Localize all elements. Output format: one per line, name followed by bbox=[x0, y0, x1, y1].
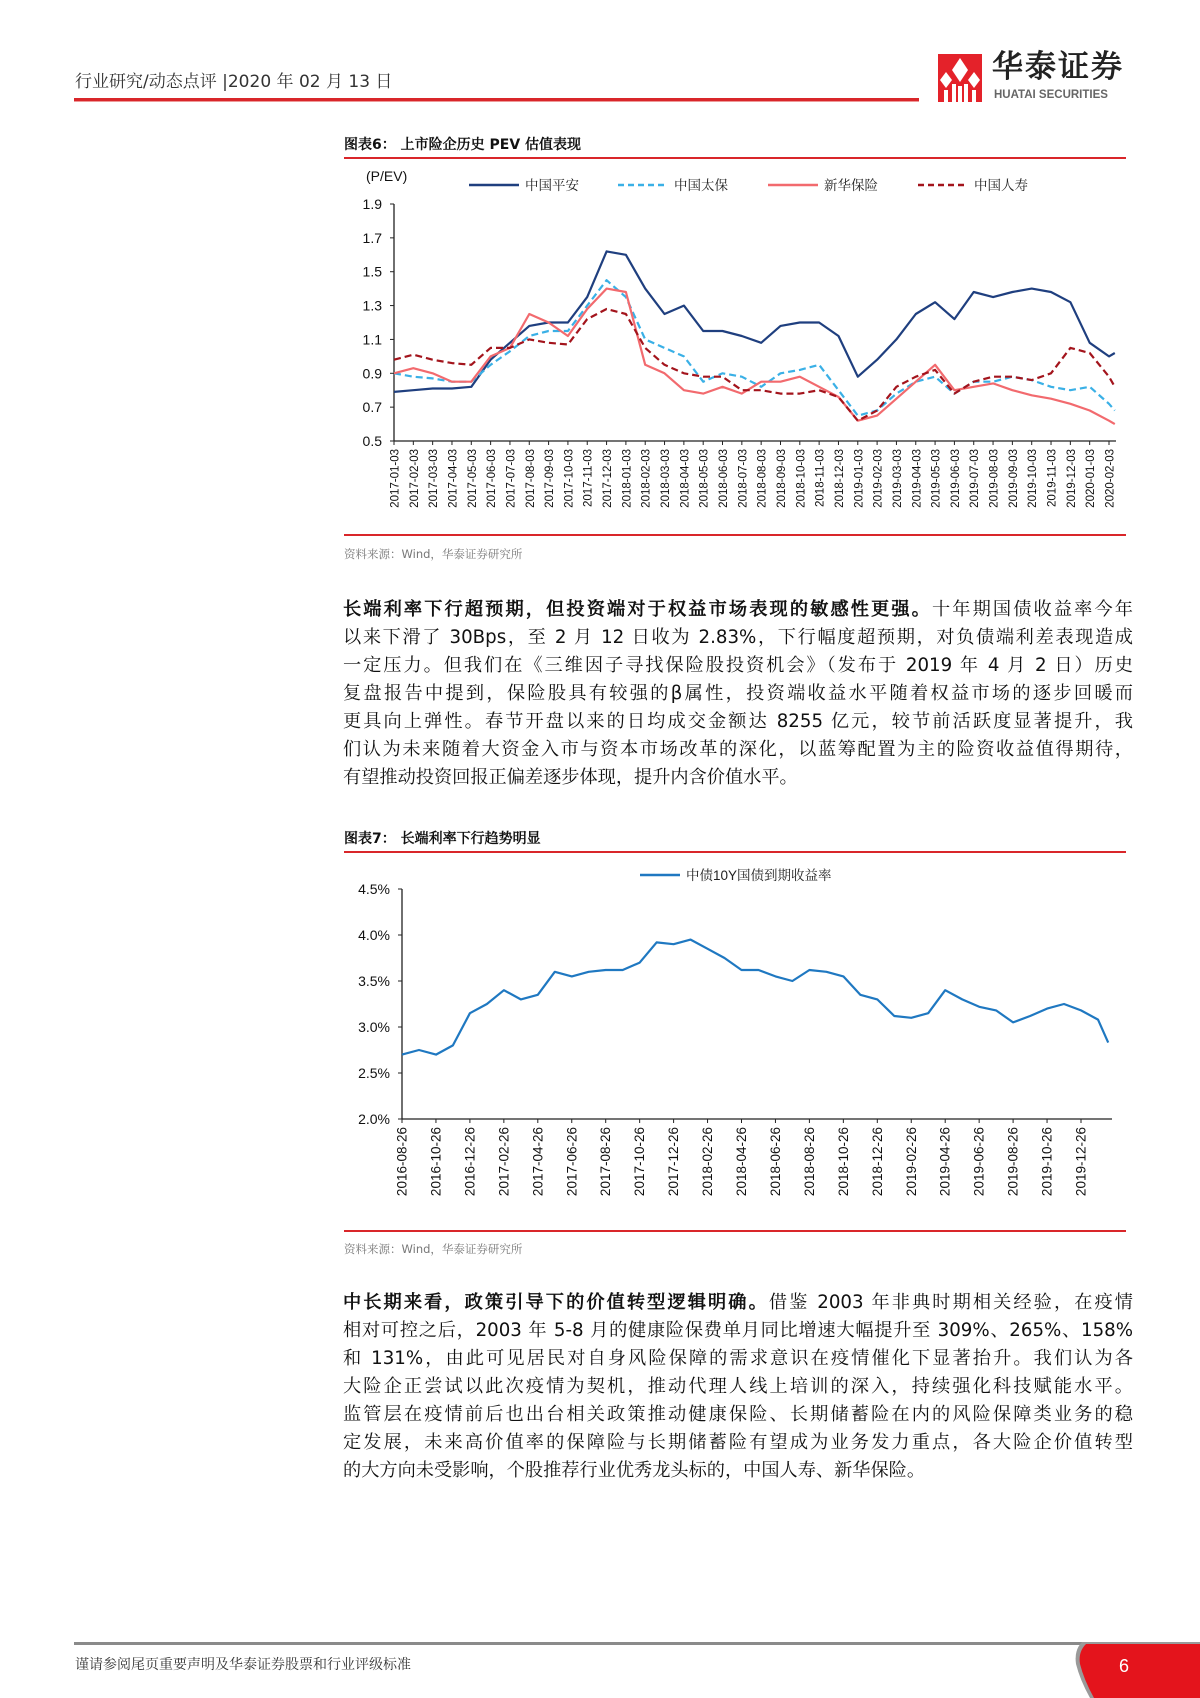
x-tick-label: 2018-06-03 bbox=[718, 449, 731, 508]
y-tick-label: 0.9 bbox=[362, 365, 382, 382]
x-tick-label: 2017-04-03 bbox=[447, 449, 460, 508]
paragraph-line bbox=[343, 1401, 1133, 1429]
paragraph-line bbox=[343, 1373, 1133, 1401]
x-tick-label: 2016-12-26 bbox=[462, 1127, 478, 1197]
figure7-source: 资料来源：Wind，华泰证券研究所 bbox=[344, 1242, 523, 1256]
x-tick-label: 2018-05-03 bbox=[698, 449, 711, 508]
x-tick-label: 2019-09-03 bbox=[1007, 449, 1020, 508]
x-tick-label: 2018-08-03 bbox=[756, 449, 769, 508]
paragraph-line bbox=[343, 764, 1133, 792]
x-tick-label: 2019-06-26 bbox=[971, 1127, 987, 1197]
page-number: 6 bbox=[1118, 1656, 1129, 1676]
x-tick-label: 2019-04-03 bbox=[911, 449, 924, 508]
x-tick-label: 2019-10-26 bbox=[1039, 1127, 1055, 1197]
x-tick-label: 2018-12-03 bbox=[833, 449, 846, 508]
report-header bbox=[75, 71, 392, 93]
paragraph-text: 一定压力。但我们在《三维因子寻找保险股投资机会》（发布于 2019 年 4 月 2 日）历史 bbox=[343, 655, 1133, 676]
y-tick-label: 4.5% bbox=[358, 881, 390, 897]
report-category: 行业研究/动态点评 bbox=[75, 72, 217, 92]
paragraph-text: 十年期国债收益率今年 bbox=[932, 599, 1133, 620]
series-line-0 bbox=[402, 940, 1108, 1055]
huatai-logo-icon bbox=[938, 54, 982, 102]
x-tick-label: 2019-02-26 bbox=[903, 1127, 919, 1197]
footer-divider bbox=[74, 1642, 1084, 1645]
y-tick-label: 1.1 bbox=[362, 331, 382, 348]
y-tick-label: 0.5 bbox=[362, 433, 382, 449]
x-tick-label: 2017-12-03 bbox=[602, 449, 615, 508]
paragraph-line bbox=[343, 680, 1133, 708]
y-tick-label: 3.0% bbox=[358, 1019, 390, 1035]
x-tick-label: 2018-02-26 bbox=[700, 1127, 716, 1197]
paragraph-lead: 长端利率下行超预期，但投资端对于权益市场表现的敏感性更强。 bbox=[343, 599, 932, 620]
x-tick-label: 2019-01-03 bbox=[853, 449, 866, 508]
header-divider bbox=[74, 98, 919, 101]
x-tick-label: 2019-04-26 bbox=[937, 1127, 953, 1197]
x-tick-label: 2019-02-03 bbox=[872, 449, 885, 508]
y-tick-label: 2.5% bbox=[358, 1065, 390, 1081]
logo-text-cn: 华泰证券 bbox=[992, 49, 1124, 85]
x-tick-label: 2017-06-26 bbox=[564, 1127, 580, 1197]
y-tick-label: 2.0% bbox=[358, 1111, 390, 1127]
x-tick-label: 2018-09-03 bbox=[775, 449, 788, 508]
paragraph-text: 监管层在疫情前后也出台相关政策推动健康保险、长期储蓄险在内的风险保障类业务的稳 bbox=[343, 1404, 1133, 1425]
paragraph-text: 以来下滑了 30Bps，至 2 月 12 日收为 2.83%，下行幅度超预期，对负债端利差表现造成 bbox=[343, 627, 1133, 648]
x-tick-label: 2018-11-03 bbox=[814, 449, 827, 507]
x-tick-label: 2017-11-03 bbox=[582, 449, 595, 507]
y-tick-label: 1.5 bbox=[362, 263, 382, 280]
series-line-0 bbox=[394, 251, 1115, 392]
x-tick-label: 2017-06-03 bbox=[486, 449, 499, 508]
paragraph-line bbox=[343, 1345, 1133, 1373]
x-tick-label: 2019-10-03 bbox=[1027, 449, 1040, 508]
legend-label: 中债10Y国债到期收益率 bbox=[686, 868, 832, 883]
x-tick-label: 2017-02-03 bbox=[408, 449, 421, 508]
figure7-bottom-rule bbox=[344, 1230, 1126, 1232]
x-tick-label: 2018-01-03 bbox=[621, 449, 634, 508]
paragraph-text: 们认为未来随着大资金入市与资本市场改革的深化，以蓝筹配置为主的险资收益值得期待， bbox=[343, 739, 1133, 760]
paragraph-line bbox=[343, 624, 1133, 652]
x-tick-label: 2018-07-03 bbox=[737, 449, 750, 508]
figure7-top-rule bbox=[344, 851, 1126, 853]
paragraph-text: 和 131%，由此可见居民对自身风险保障的需求意识在疫情催化下显著抬升。我们认为各 bbox=[343, 1348, 1133, 1369]
paragraph-line bbox=[343, 708, 1133, 736]
series-line-3 bbox=[394, 309, 1115, 421]
bond-yield-chart bbox=[330, 860, 1140, 1228]
y-tick-label: 0.7 bbox=[362, 399, 382, 416]
paragraph-text: 更具向上弹性。春节开盘以来的日均成交金额达 8255 亿元，较节前活跃度显著提升，我 bbox=[343, 711, 1133, 732]
y-tick-label: 4.0% bbox=[358, 927, 390, 943]
x-tick-label: 2018-12-26 bbox=[869, 1127, 885, 1197]
logo-text-en: HUATAI SECURITIES bbox=[994, 89, 1108, 101]
paragraph-text: 有望推动投资回报正偏差逐步体现，提升内含价值水平。 bbox=[343, 767, 798, 788]
x-tick-label: 2019-05-03 bbox=[930, 449, 943, 508]
paragraph-line bbox=[343, 1289, 1133, 1317]
report-date: |2020 年 02 月 13 日 bbox=[222, 72, 393, 92]
paragraph-text: 定发展，未来高价值率的保障险与长期储蓄险有望成为业务发力重点，各大险企价值转型 bbox=[343, 1432, 1133, 1453]
x-tick-label: 2017-10-26 bbox=[632, 1127, 648, 1197]
x-tick-label: 2017-03-03 bbox=[428, 449, 441, 508]
paragraph-line bbox=[343, 596, 1133, 624]
x-tick-label: 2018-03-03 bbox=[660, 449, 673, 508]
x-tick-label: 2017-09-03 bbox=[544, 449, 557, 508]
y-axis-label: (P/EV) bbox=[366, 168, 408, 184]
legend-label: 中国平安 bbox=[525, 178, 579, 193]
x-tick-label: 2018-10-03 bbox=[795, 449, 808, 508]
figure6-title: 图表6： 上市险企历史 PEV 估值表现 bbox=[344, 137, 582, 153]
paragraph-text: 复盘报告中提到，保险股具有较强的β属性，投资端收益水平随着权益市场的逐步回暖而 bbox=[343, 683, 1133, 704]
x-tick-label: 2019-08-26 bbox=[1005, 1127, 1021, 1197]
series-line-2 bbox=[394, 289, 1115, 425]
x-tick-label: 2017-07-03 bbox=[505, 449, 518, 508]
paragraph-line bbox=[343, 736, 1133, 764]
x-tick-label: 2019-07-03 bbox=[969, 449, 982, 508]
x-tick-label: 2018-10-26 bbox=[835, 1127, 851, 1197]
pev-chart bbox=[330, 160, 1140, 535]
legend-label: 中国人寿 bbox=[974, 178, 1028, 193]
paragraph-text: 借鉴 2003 年非典时期相关经验，在疫情 bbox=[768, 1292, 1133, 1313]
x-tick-label: 2019-11-03 bbox=[1046, 449, 1059, 507]
paragraph-text: 相对可控之后，2003 年 5-8 月的健康险保费单月同比增速大幅提升至 309%、265%、158% bbox=[343, 1320, 1133, 1341]
y-tick-label: 1.9 bbox=[362, 196, 382, 212]
x-tick-label: 2017-02-26 bbox=[496, 1127, 512, 1197]
paragraph-line bbox=[343, 1429, 1133, 1457]
x-tick-label: 2019-12-26 bbox=[1073, 1127, 1089, 1197]
x-tick-label: 2017-12-26 bbox=[666, 1127, 682, 1197]
x-tick-label: 2020-02-03 bbox=[1104, 449, 1117, 508]
x-tick-label: 2018-08-26 bbox=[801, 1127, 817, 1197]
paragraph-line bbox=[343, 652, 1133, 680]
figure6-top-rule bbox=[344, 157, 1126, 159]
figure6-bottom-rule bbox=[344, 534, 1126, 536]
paragraph-lead: 中长期来看，政策引导下的价值转型逻辑明确。 bbox=[343, 1292, 769, 1313]
legend-label: 中国太保 bbox=[674, 178, 728, 193]
paragraph-text: 的大方向未受影响，个股推荐行业优秀龙头标的，中国人寿、新华保险。 bbox=[343, 1460, 926, 1481]
legend-label: 新华保险 bbox=[824, 178, 878, 193]
figure6-source: 资料来源：Wind，华泰证券研究所 bbox=[344, 547, 523, 561]
paragraph-line bbox=[343, 1457, 1133, 1485]
x-tick-label: 2017-01-03 bbox=[389, 449, 402, 508]
x-tick-label: 2019-12-03 bbox=[1065, 449, 1078, 508]
x-tick-label: 2019-03-03 bbox=[891, 449, 904, 508]
x-tick-label: 2017-10-03 bbox=[563, 449, 576, 508]
x-tick-label: 2018-06-26 bbox=[767, 1127, 783, 1197]
x-tick-label: 2019-08-03 bbox=[988, 449, 1001, 508]
x-tick-label: 2016-10-26 bbox=[428, 1127, 444, 1197]
figure7-title: 图表7： 长端利率下行趋势明显 bbox=[344, 831, 541, 847]
y-tick-label: 1.3 bbox=[362, 297, 382, 314]
x-tick-label: 2017-05-03 bbox=[466, 449, 479, 508]
x-tick-label: 2019-06-03 bbox=[949, 449, 962, 508]
x-tick-label: 2018-04-26 bbox=[734, 1127, 749, 1197]
x-tick-label: 2018-04-03 bbox=[679, 449, 692, 508]
x-tick-label: 2017-08-03 bbox=[524, 449, 537, 508]
footer-disclaimer: 谨请参阅尾页重要声明及华泰证券股票和行业评级标准 bbox=[75, 1657, 411, 1673]
x-tick-label: 2017-08-26 bbox=[598, 1127, 614, 1197]
x-tick-label: 2020-01-03 bbox=[1085, 449, 1098, 508]
paragraph-text: 大险企正尝试以此次疫情为契机，推动代理人线上培训的深入，持续强化科技赋能水平。 bbox=[343, 1376, 1133, 1397]
x-tick-label: 2018-02-03 bbox=[640, 449, 653, 508]
paragraph-line bbox=[343, 1317, 1133, 1345]
x-tick-label: 2016-08-26 bbox=[394, 1127, 410, 1197]
x-tick-label: 2017-04-26 bbox=[530, 1127, 546, 1197]
y-tick-label: 1.7 bbox=[362, 229, 382, 246]
y-tick-label: 3.5% bbox=[358, 973, 390, 989]
